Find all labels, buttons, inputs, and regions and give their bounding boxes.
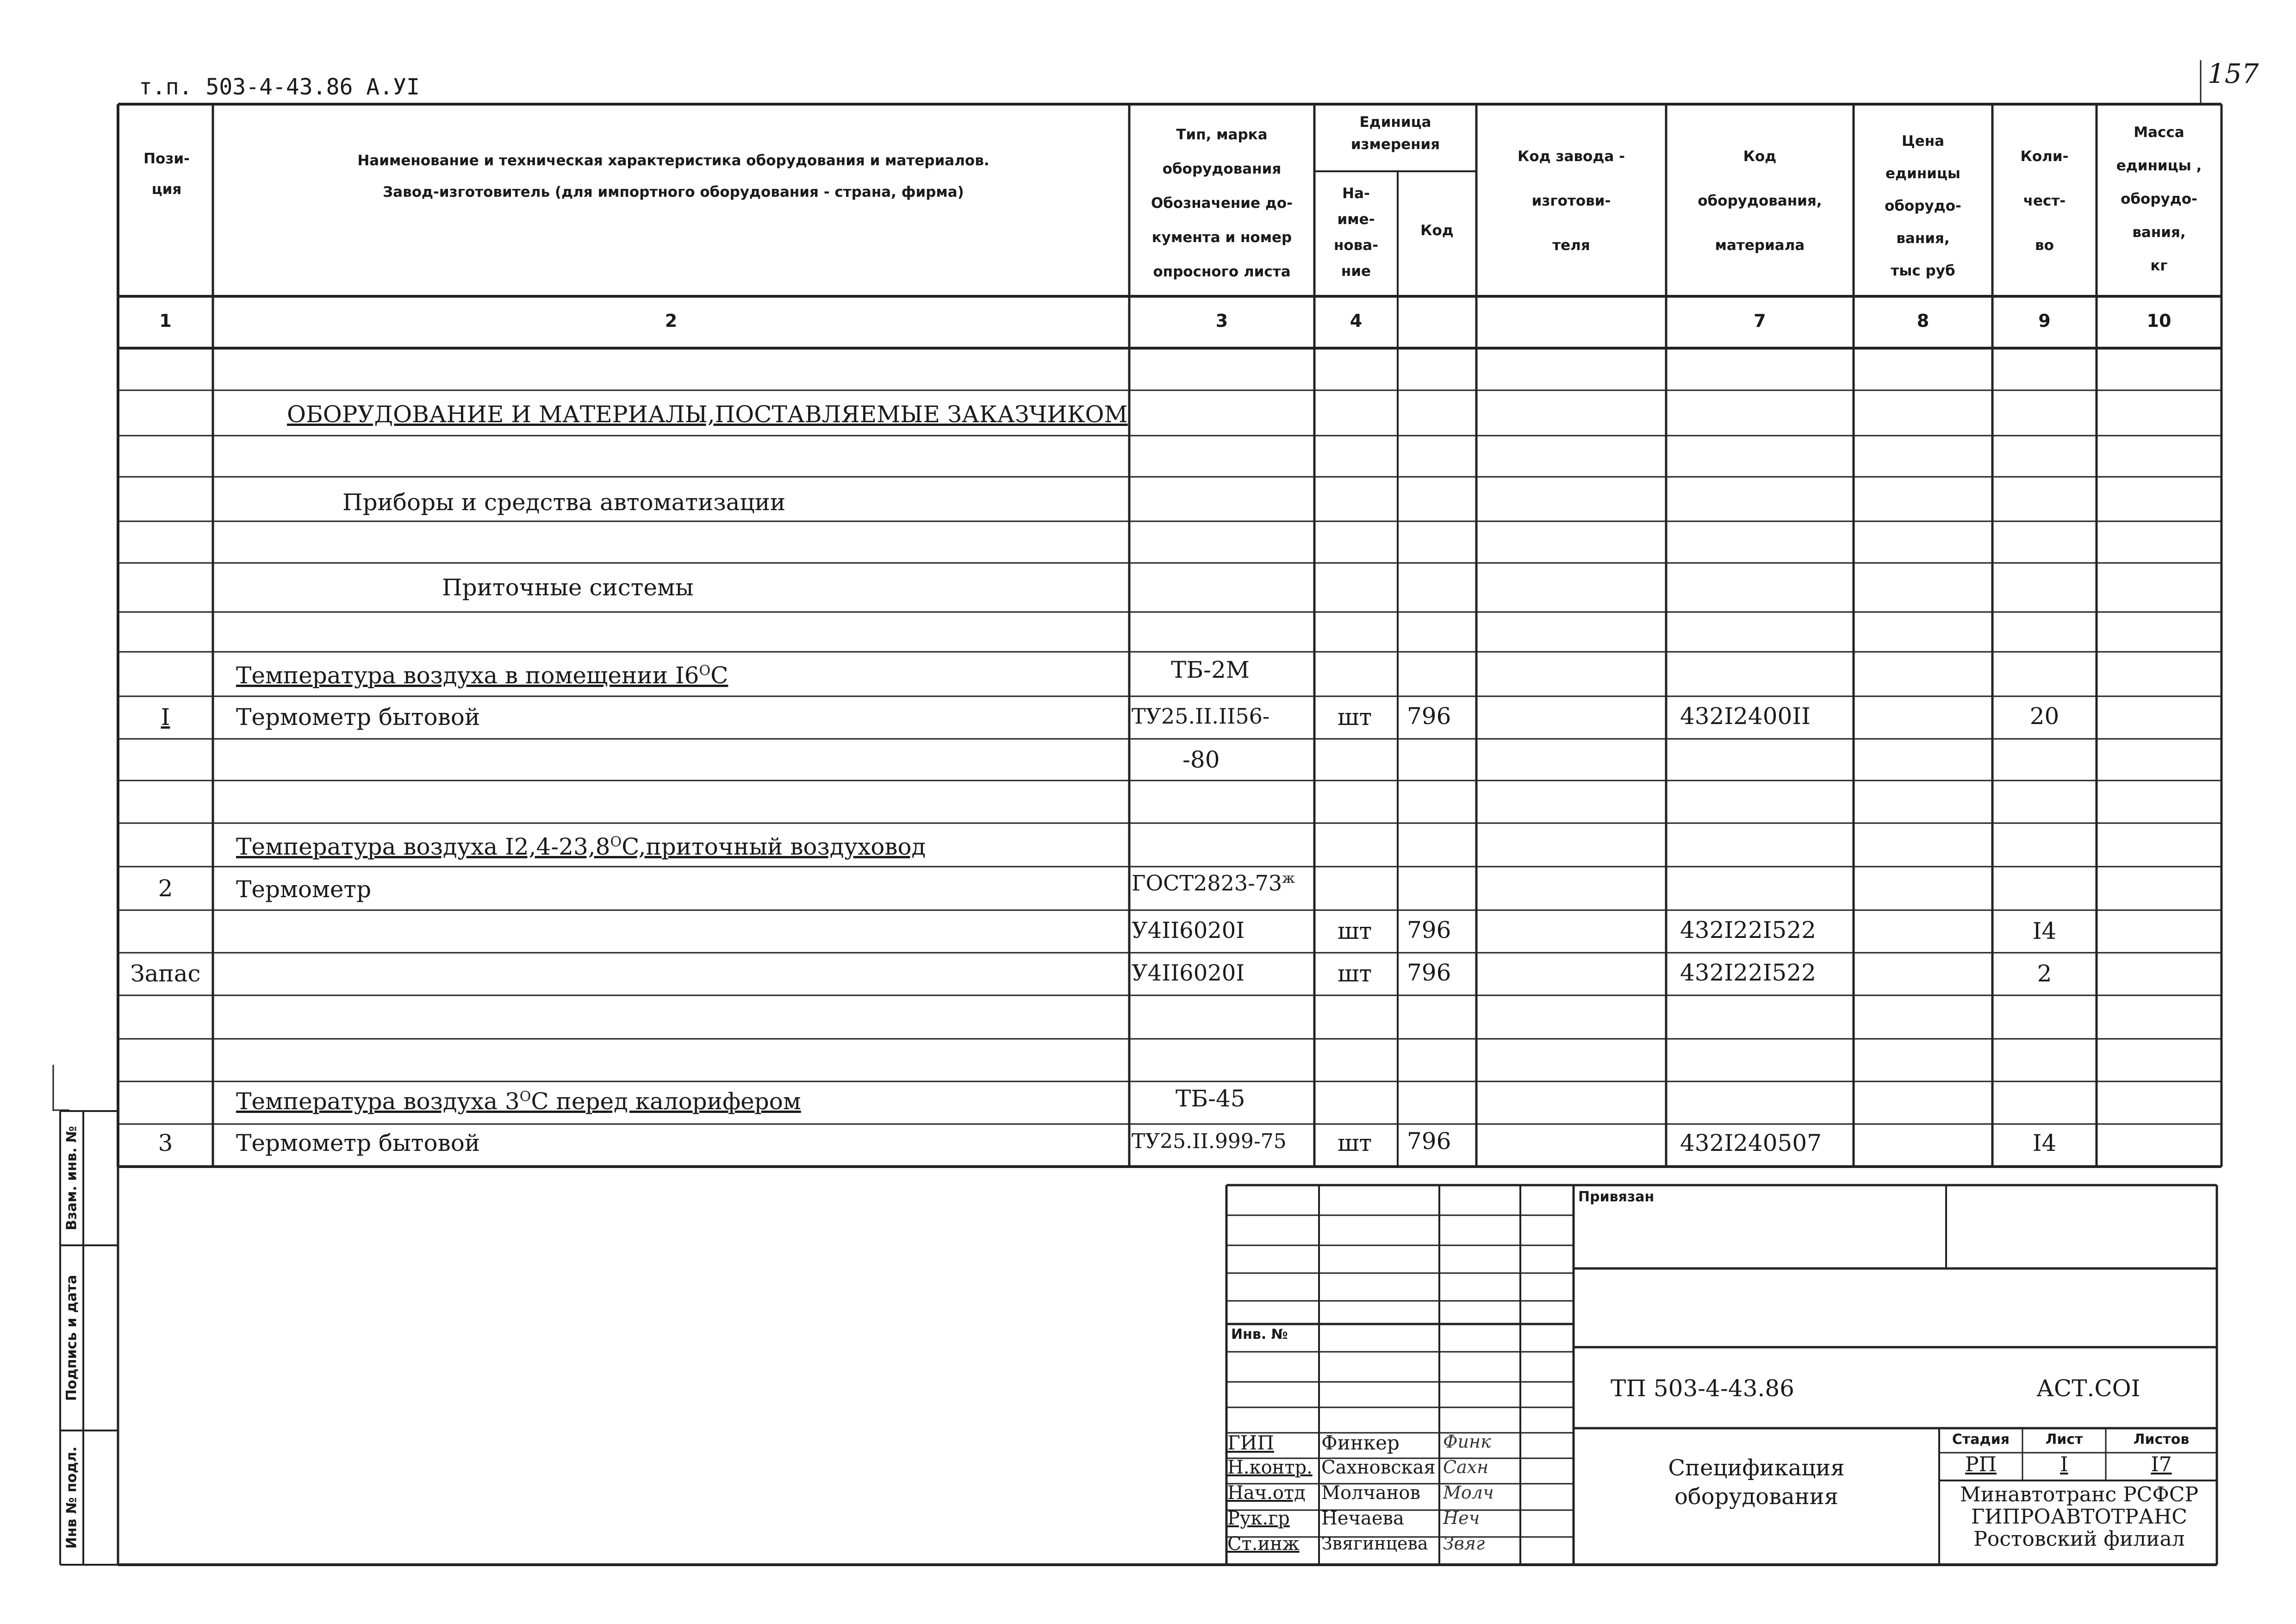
signature: Неч	[1443, 1508, 1480, 1528]
stamp-stage-header: Стадия	[1952, 1431, 2010, 1448]
stamp-role: Нач.отд	[1227, 1482, 1306, 1504]
stamp-names	[1321, 1431, 1439, 1559]
side-label-signature-date: Подпись и дата	[63, 1274, 80, 1401]
signature: Звяг	[1443, 1533, 1485, 1554]
type-designation: У4II6020I	[1132, 960, 1245, 986]
header-type: Тип, марка оборудования Обозначение до- кумента и номер опросного листа	[1151, 126, 1293, 280]
type-designation-cont: -80	[1182, 746, 1220, 773]
header-equipment-code: Код оборудования, материала	[1698, 148, 1822, 254]
col-number-3: 3	[1215, 311, 1228, 331]
stamp-person-name: Молчанов	[1321, 1482, 1421, 1504]
stamp-person-name: Звягинцева	[1321, 1533, 1428, 1554]
unit-code: 796	[1407, 959, 1451, 986]
col-number-8: 8	[1916, 311, 1929, 331]
stamp-sheets-value: I7	[2151, 1453, 2172, 1476]
equipment-code: 432I240507	[1680, 1130, 1822, 1156]
header-quantity: Коли- чест- во	[2020, 148, 2069, 254]
stamp-sheet-value: I	[2060, 1453, 2068, 1476]
stamp-role: Ст.инж	[1227, 1533, 1300, 1555]
stamp-org-line2: ГИПРОАВТОТРАНС	[1971, 1505, 2187, 1529]
equipment-code: 432I22I522	[1680, 917, 1816, 943]
header-price: Цена единицы оборудо- вания, тыс руб	[1885, 133, 1961, 279]
item-name: Термометр	[236, 876, 372, 903]
position-cell: 3	[158, 1130, 173, 1156]
stamp-signatures	[1443, 1431, 1519, 1559]
group-heading-room-temp-text: Температура воздуха в помещении I6	[236, 662, 699, 689]
quantity: I4	[2032, 1130, 2057, 1156]
group-heading-duct-temp-unit: C,приточный воздуховод	[622, 833, 926, 860]
type-mark: ТБ-2М	[1171, 656, 1250, 683]
position-cell: I	[161, 704, 170, 731]
group-heading-heater-temp	[236, 1088, 801, 1115]
unit-name: шт	[1338, 1130, 1372, 1156]
signature: Финк	[1443, 1431, 1491, 1452]
equipment-code: 432I2400II	[1680, 703, 1811, 730]
stamp-inv-label: Инв. №	[1231, 1326, 1288, 1343]
col-number-2: 2	[665, 311, 678, 331]
stamp-title-line1: Спецификация	[1668, 1455, 1845, 1481]
quantity: I4	[2032, 918, 2057, 944]
stamp-sheet-header: Лист	[2045, 1431, 2083, 1448]
degree-mark: O	[519, 1088, 531, 1105]
stamp-document-number: ТП 503-4-43.86	[1611, 1375, 1795, 1402]
stamp-organization	[1941, 1484, 2217, 1550]
stamp-title-line2: оборудования	[1674, 1484, 1839, 1510]
col-number-7: 7	[1754, 311, 1766, 331]
stamp-role: Н.контр.	[1227, 1457, 1313, 1478]
stamp-sheets-header: Листов	[2133, 1431, 2190, 1448]
header-name	[218, 153, 1129, 200]
side-label-inv-original: Инв № подл.	[63, 1446, 80, 1549]
type-designation: У4II6020I	[1132, 918, 1245, 943]
stamp-org-line3: Ростовский филиал	[1973, 1527, 2185, 1551]
stamp-person-name: Нечаева	[1321, 1508, 1404, 1529]
stamp-linked-label: Привязан	[1578, 1189, 1655, 1205]
group-heading-duct-temp-text: Температура воздуха I2,4-23,8	[236, 833, 610, 860]
section-heading-supply-systems: Приточные системы	[442, 574, 694, 601]
header-unit-name: На- име- нова- ние	[1333, 185, 1379, 280]
section-heading-automation: Приборы и средства автоматизации	[342, 489, 786, 516]
unit-code: 796	[1407, 1128, 1451, 1155]
group-heading-room-temp	[236, 662, 728, 689]
unit-name: шт	[1338, 960, 1372, 987]
col-number-10: 10	[2147, 311, 2172, 331]
quantity: 2	[2037, 960, 2052, 987]
stamp-org-line1: Минавтотранс РСФСР	[1960, 1483, 2199, 1506]
stamp-person-name: Финкер	[1321, 1431, 1400, 1454]
stamp-title	[1574, 1454, 1939, 1511]
group-heading-duct-temp	[236, 833, 926, 860]
header-mass: Масса единицы , оборудо- вания, кг	[2116, 124, 2202, 274]
stamp-role: Рук.гр	[1227, 1508, 1290, 1529]
header-name-line1: Наименование и техническая характеристика оборудования и материалов.	[357, 152, 989, 169]
degree-mark: O	[610, 834, 622, 850]
equipment-code: 432I22I522	[1680, 959, 1816, 986]
side-label-replaced-inv: Взам. инв. №	[63, 1126, 80, 1230]
stamp-role: ГИП	[1227, 1431, 1275, 1454]
position-cell: 2	[158, 875, 173, 902]
section-heading-customer-supplied: ОБОРУДОВАНИЕ И МАТЕРИАЛЫ,ПОСТАВЛЯЕМЫЕ ЗАКАЗЧИКОМ	[287, 401, 1128, 428]
unit-code: 796	[1407, 703, 1451, 730]
col-number-1: 1	[159, 311, 172, 331]
type-designation-sup: ж	[1282, 870, 1295, 887]
stamp-stage-value: РП	[1965, 1453, 1997, 1476]
degree-mark: O	[699, 662, 711, 679]
unit-name: шт	[1338, 918, 1372, 944]
stamp-roles	[1227, 1431, 1320, 1559]
item-name: Термометр бытовой	[236, 1130, 480, 1156]
header-factory-code: Код завода - изготови- теля	[1518, 148, 1625, 254]
header-unit-group: Единица измерения	[1350, 114, 1440, 153]
position-cell-reserve: Запас	[130, 960, 201, 987]
header-name-line2: Завод-изготовитель (для импортного оборудования - страна, фирма)	[383, 184, 964, 200]
stamp-document-mark: АСТ.СОI	[2036, 1375, 2140, 1402]
page-number: 157	[2208, 58, 2259, 89]
col-number-9: 9	[2038, 311, 2051, 331]
type-designation	[1132, 870, 1295, 895]
signature: Сахн	[1443, 1457, 1489, 1477]
type-designation: ТУ25.II.999-75	[1132, 1130, 1287, 1153]
stamp-person-name: Сахновская	[1321, 1457, 1436, 1478]
unit-name: шт	[1338, 704, 1372, 731]
item-name: Термометр бытовой	[236, 704, 480, 731]
signature: Молч	[1443, 1482, 1494, 1503]
group-heading-heater-temp-unit: C перед калорифером	[531, 1088, 801, 1115]
type-mark: ТБ-45	[1176, 1085, 1245, 1112]
type-designation-text: ГОСТ2823-73	[1132, 870, 1282, 896]
header-position: Пози- ция	[143, 150, 190, 198]
header-unit-code: Код	[1420, 222, 1454, 239]
type-designation: ТУ25.II.II56-	[1132, 704, 1270, 729]
quantity: 20	[2029, 703, 2060, 730]
unit-code: 796	[1407, 917, 1451, 943]
group-heading-heater-temp-text: Температура воздуха 3	[236, 1088, 520, 1115]
document-code: т.п. 503-4-43.86 А.УI	[139, 74, 420, 100]
col-number-4: 4	[1350, 311, 1363, 331]
group-heading-room-temp-unit: C	[710, 662, 728, 689]
